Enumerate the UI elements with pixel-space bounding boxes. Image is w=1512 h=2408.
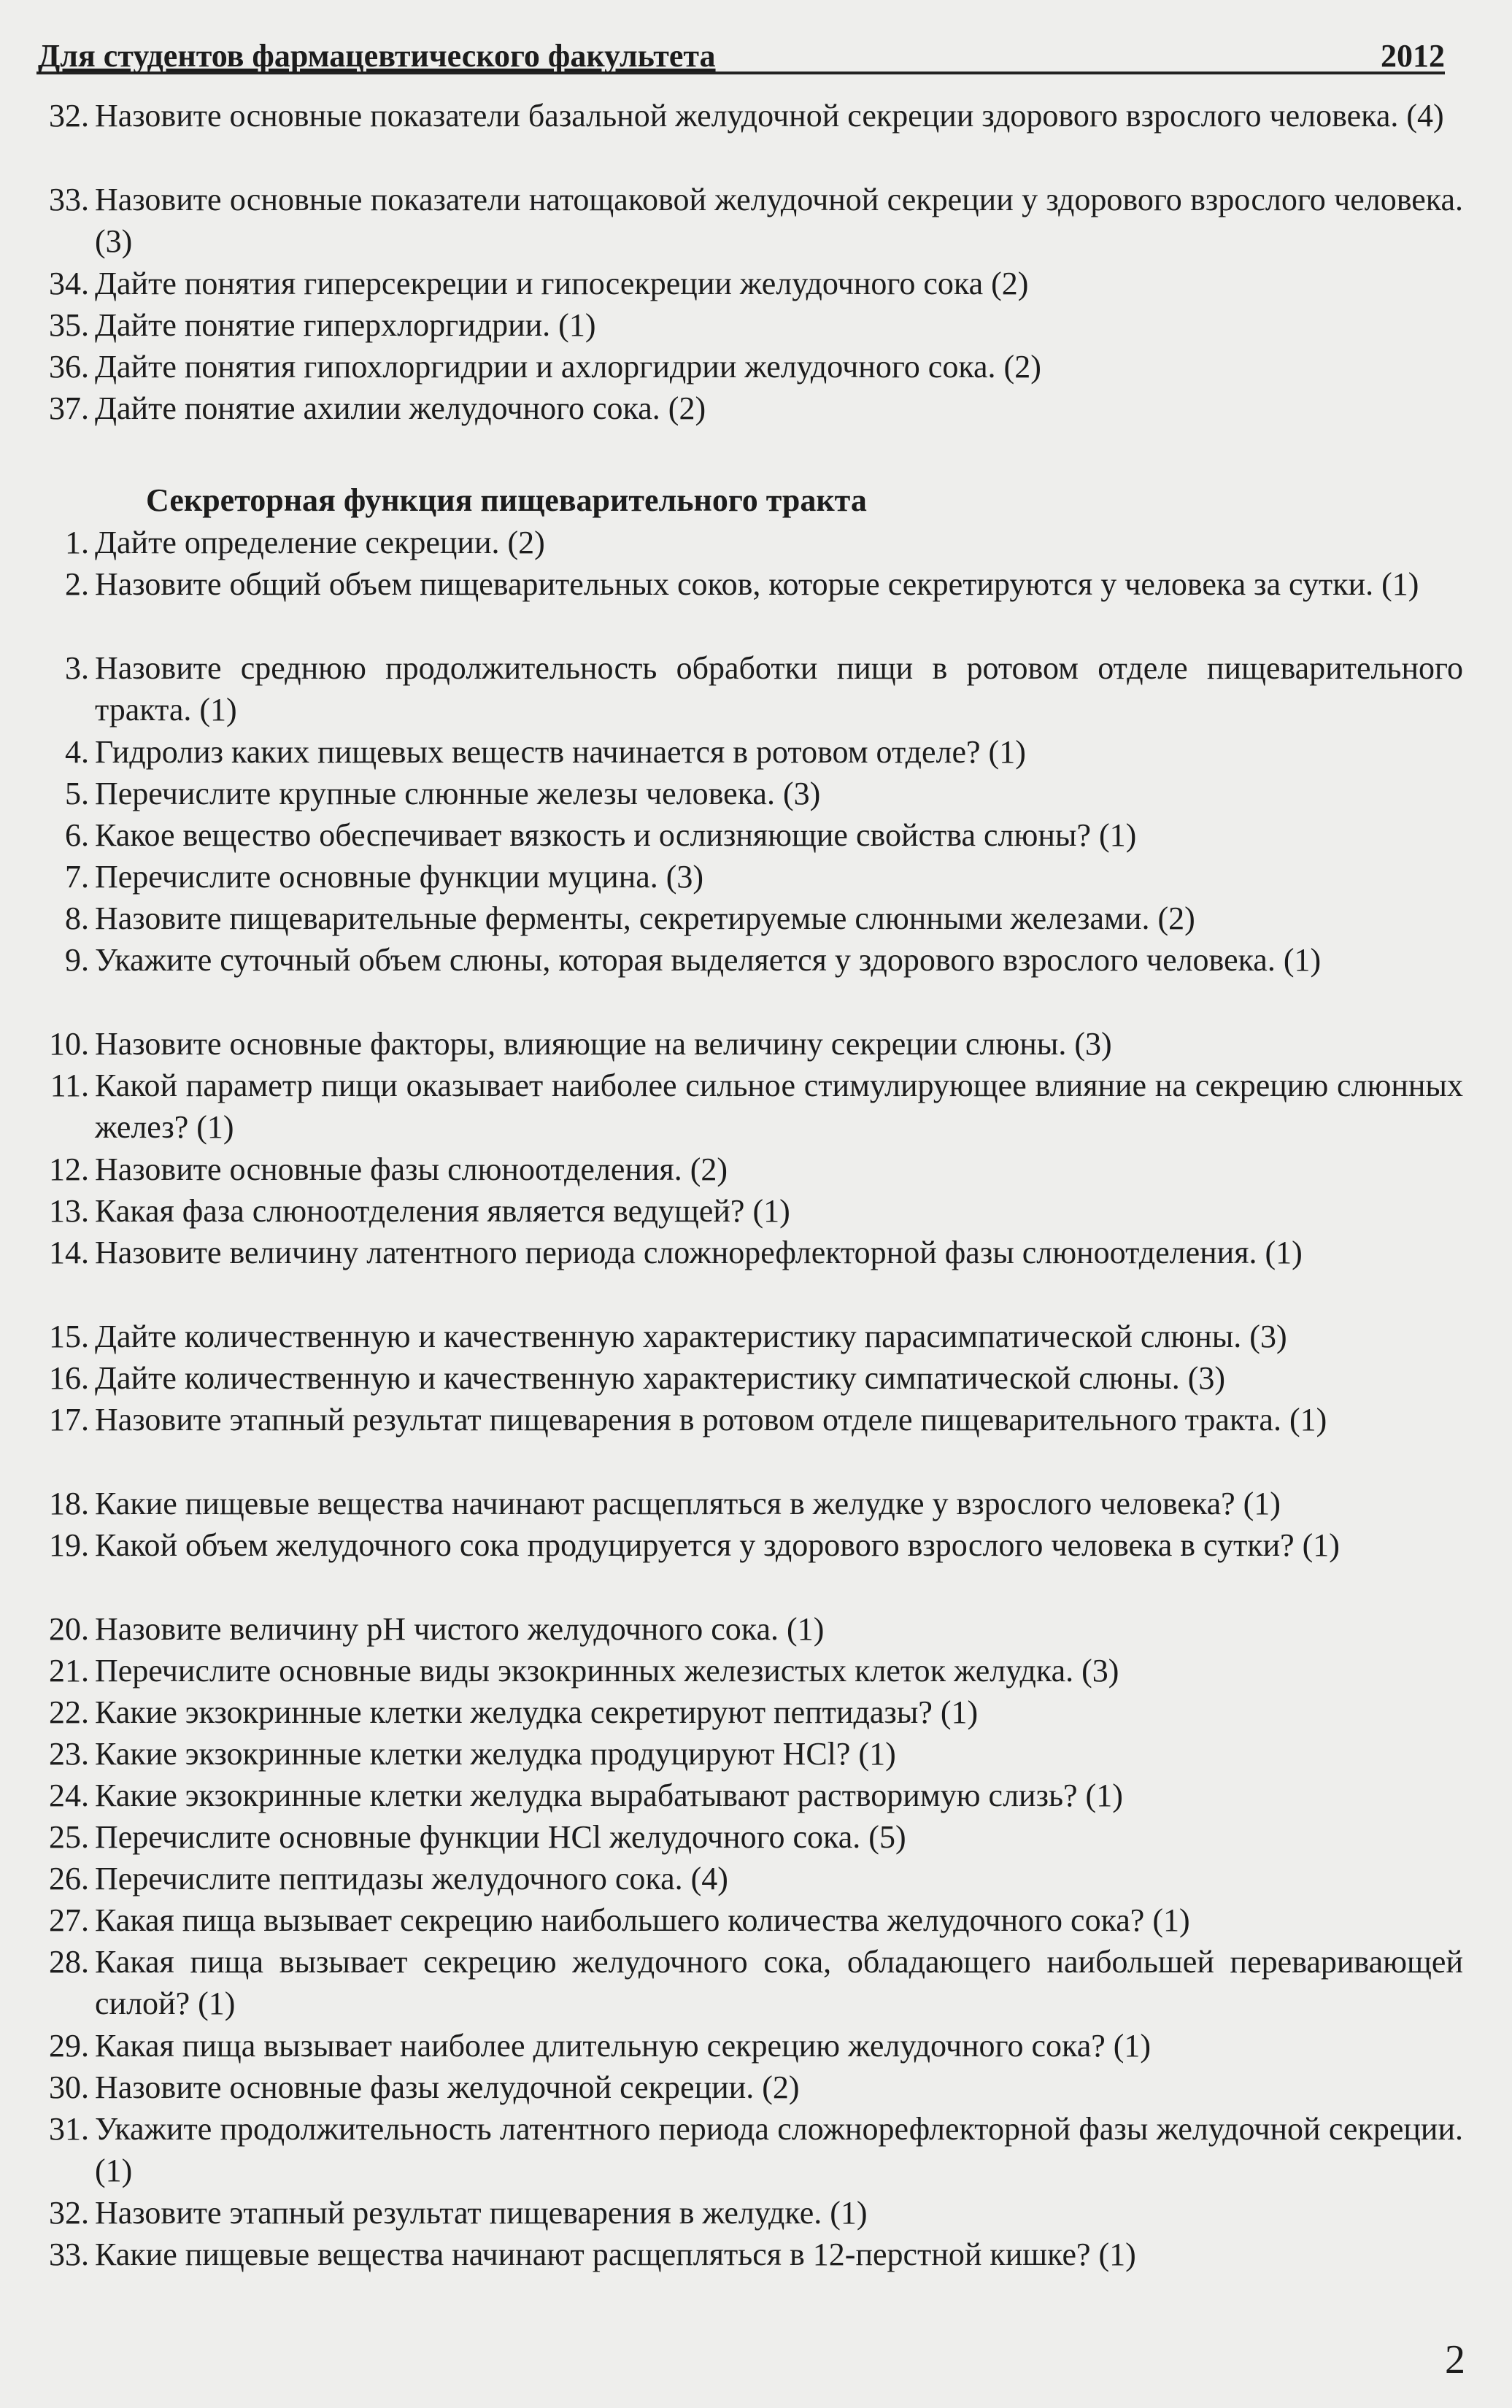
question-item [36, 939, 1463, 981]
question-text: Дайте понятие гиперхлоргидрии. (1) [95, 307, 596, 343]
question-item [36, 1399, 1463, 1440]
question-item [36, 1065, 1463, 1148]
question-item [36, 2108, 1463, 2191]
question-text: Какой объем желудочного сока продуцируется у здорового взрослого человека в сутки? (1) [95, 1527, 1340, 1563]
question-text: Укажите суточный объем слюны, которая выделяется у здорового взрослого человека. (1) [95, 942, 1322, 978]
question-number: 23. [49, 1736, 89, 1772]
question-text: Какое вещество обеспечивает вязкость и ослизняющие свойства слюны? (1) [95, 817, 1137, 853]
question-text: Дайте количественную и качественную характеристику симпатической слюны. (3) [95, 1360, 1226, 1396]
question-number: 3. [65, 650, 89, 686]
question-number: 13. [49, 1193, 89, 1229]
question-text: Назовите этапный результат пищеварения в ротовом отделе пищеварительного тракта. (1) [95, 1402, 1327, 1438]
question-number: 2. [65, 566, 89, 602]
question-number: 16. [49, 1360, 89, 1396]
question-text: Какие пищевые вещества начинают расщепляться в желудке у взрослого человека? (1) [95, 1486, 1281, 1521]
question-number: 4. [65, 734, 89, 770]
question-item [36, 563, 1463, 605]
question-item [36, 2025, 1463, 2067]
question-text: Назовите основные фазы слюноотделения. (2) [95, 1151, 728, 1187]
question-text: Какая фаза слюноотделения является ведущей? (1) [95, 1193, 790, 1229]
question-text: Назовите этапный результат пищеварения в желудке. (1) [95, 2195, 868, 2231]
page-header [36, 34, 1445, 74]
question-text: Какая пища вызывает наиболее длительную секрецию желудочного сока? (1) [95, 2028, 1152, 2064]
question-item [36, 773, 1463, 814]
question-number: 20. [49, 1611, 89, 1647]
question-text: Назовите величину латентного периода сложнорефлекторной фазы слюноотделения. (1) [95, 1235, 1303, 1270]
question-text: Какие пищевые вещества начинают расщепляться в 12-перстной кишке? (1) [95, 2237, 1136, 2272]
question-number: 22. [49, 1694, 89, 1730]
question-item [36, 387, 1463, 429]
question-number: 36. [49, 349, 89, 385]
question-item [36, 95, 1463, 136]
question-text: Перечислите основные виды экзокринных железистых клеток желудка. (3) [95, 1653, 1119, 1689]
question-text: Перечислите крупные слюнные железы человека. (3) [95, 776, 821, 811]
question-text: Какие экзокринные клетки желудка продуцируют HCl? (1) [95, 1736, 896, 1772]
question-item [36, 1816, 1463, 1858]
question-number: 28. [49, 1944, 89, 1980]
question-text: Назовите величину pH чистого желудочного сока. (1) [95, 1611, 825, 1647]
question-item [36, 2067, 1463, 2108]
question-text: Перечислите основные функции HCl желудочного сока. (5) [95, 1819, 906, 1855]
question-item [36, 647, 1463, 730]
question-text: Дайте понятия гипохлоргидрии и ахлоргидрии желудочного сока. (2) [95, 349, 1041, 385]
question-item [36, 731, 1463, 773]
question-number: 15. [49, 1319, 89, 1354]
question-text: Какой параметр пищи оказывает наиболее сильное стимулирующее влияние на секрецию слюнных желез? (1) [95, 1068, 1463, 1145]
question-number: 17. [49, 1402, 89, 1438]
question-number: 21. [49, 1653, 89, 1689]
question-number: 25. [49, 1819, 89, 1855]
question-text: Дайте понятие ахилии желудочного сока. (2) [95, 390, 706, 426]
question-item [36, 1357, 1463, 1399]
question-number: 26. [49, 1861, 89, 1896]
question-text: Укажите продолжительность латентного периода сложнорефлекторной фазы желудочной секреции. (1) [95, 2111, 1463, 2188]
question-item [36, 856, 1463, 898]
page-number: 2 [1445, 2337, 1465, 2382]
question-number: 32. [49, 2195, 89, 2231]
question-number: 1. [65, 525, 89, 560]
question-number: 33. [49, 2237, 89, 2272]
question-item [36, 1941, 1463, 2024]
question-item [36, 522, 1463, 563]
question-item [36, 1149, 1463, 1190]
question-number: 11. [50, 1068, 89, 1103]
question-item [36, 1023, 1463, 1065]
question-text: Перечислите основные функции муцина. (3) [95, 859, 704, 895]
question-number: 31. [49, 2111, 89, 2147]
question-text: Назовите основные показатели натощаковой желудочной секреции у здорового взрослого человека. (3) [95, 182, 1463, 259]
question-number: 33. [49, 182, 89, 217]
question-number: 8. [65, 900, 89, 936]
question-text: Дайте понятия гиперсекреции и гипосекреции желудочного сока (2) [95, 266, 1029, 301]
question-item [36, 346, 1463, 387]
question-text: Какая пища вызывает секрецию наибольшего количества желудочного сока? (1) [95, 1902, 1190, 1938]
question-item [36, 1483, 1463, 1524]
question-number: 18. [49, 1486, 89, 1521]
question-number: 30. [49, 2069, 89, 2105]
question-item [36, 2234, 1463, 2275]
question-item [36, 2192, 1463, 2234]
question-number: 19. [49, 1527, 89, 1563]
question-text: Назовите общий объем пищеварительных соков, которые секретируются у человека за сутки. (1) [95, 566, 1419, 602]
question-item [36, 1316, 1463, 1357]
question-item [36, 179, 1463, 262]
question-number: 35. [49, 307, 89, 343]
question-item [36, 1190, 1463, 1232]
question-item [36, 1858, 1463, 1899]
question-number: 6. [65, 817, 89, 853]
question-number: 5. [65, 776, 89, 811]
question-text: Назовите основные фазы желудочной секреции. (2) [95, 2069, 800, 2105]
header-year: 2012 [1381, 38, 1445, 74]
question-item [36, 1524, 1463, 1566]
question-item [36, 1775, 1463, 1816]
question-item [36, 1232, 1463, 1273]
question-item [36, 1650, 1463, 1691]
question-item [36, 304, 1463, 346]
question-text: Назовите основные факторы, влияющие на величину секреции слюны. (3) [95, 1026, 1112, 1062]
question-number: 24. [49, 1778, 89, 1813]
question-text: Назовите пищеварительные ферменты, секретируемые слюнными железами. (2) [95, 900, 1195, 936]
question-text: Дайте количественную и качественную характеристику парасимпатической слюны. (3) [95, 1319, 1287, 1354]
question-item [36, 1691, 1463, 1733]
section-title: Секреторная функция пищеварительного тракта [146, 482, 867, 518]
question-text: Перечислите пептидазы желудочного сока. (4) [95, 1861, 728, 1896]
question-number: 37. [49, 390, 89, 426]
question-number: 34. [49, 266, 89, 301]
question-number: 9. [65, 942, 89, 978]
question-item [36, 263, 1463, 304]
question-number: 32. [49, 98, 89, 134]
question-text: Какие экзокринные клетки желудка вырабатывают растворимую слизь? (1) [95, 1778, 1123, 1813]
question-text: Назовите основные показатели базальной желудочной секреции здорового взрослого человека. (4) [95, 98, 1444, 134]
question-text: Гидролиз каких пищевых веществ начинается в ротовом отделе? (1) [95, 734, 1026, 770]
question-text: Назовите среднюю продолжительность обработки пищи в ротовом отделе пищеварительного тракта. (1) [95, 650, 1463, 728]
question-item [36, 1733, 1463, 1775]
question-item [36, 898, 1463, 939]
question-item [36, 814, 1463, 856]
question-number: 27. [49, 1902, 89, 1938]
question-item [36, 1608, 1463, 1650]
question-number: 7. [65, 859, 89, 895]
question-number: 29. [49, 2028, 89, 2064]
question-text: Какие экзокринные клетки желудка секретируют пептидазы? (1) [95, 1694, 979, 1730]
question-text: Дайте определение секреции. (2) [95, 525, 545, 560]
question-text: Какая пища вызывает секрецию желудочного сока, обладающего наибольшей переваривающей силой? (1) [95, 1944, 1463, 2021]
header-title: Для студентов фармацевтического факультета [38, 38, 716, 74]
question-item [36, 1899, 1463, 1941]
question-number: 10. [49, 1026, 89, 1062]
question-number: 14. [49, 1235, 89, 1270]
question-number: 12. [49, 1151, 89, 1187]
